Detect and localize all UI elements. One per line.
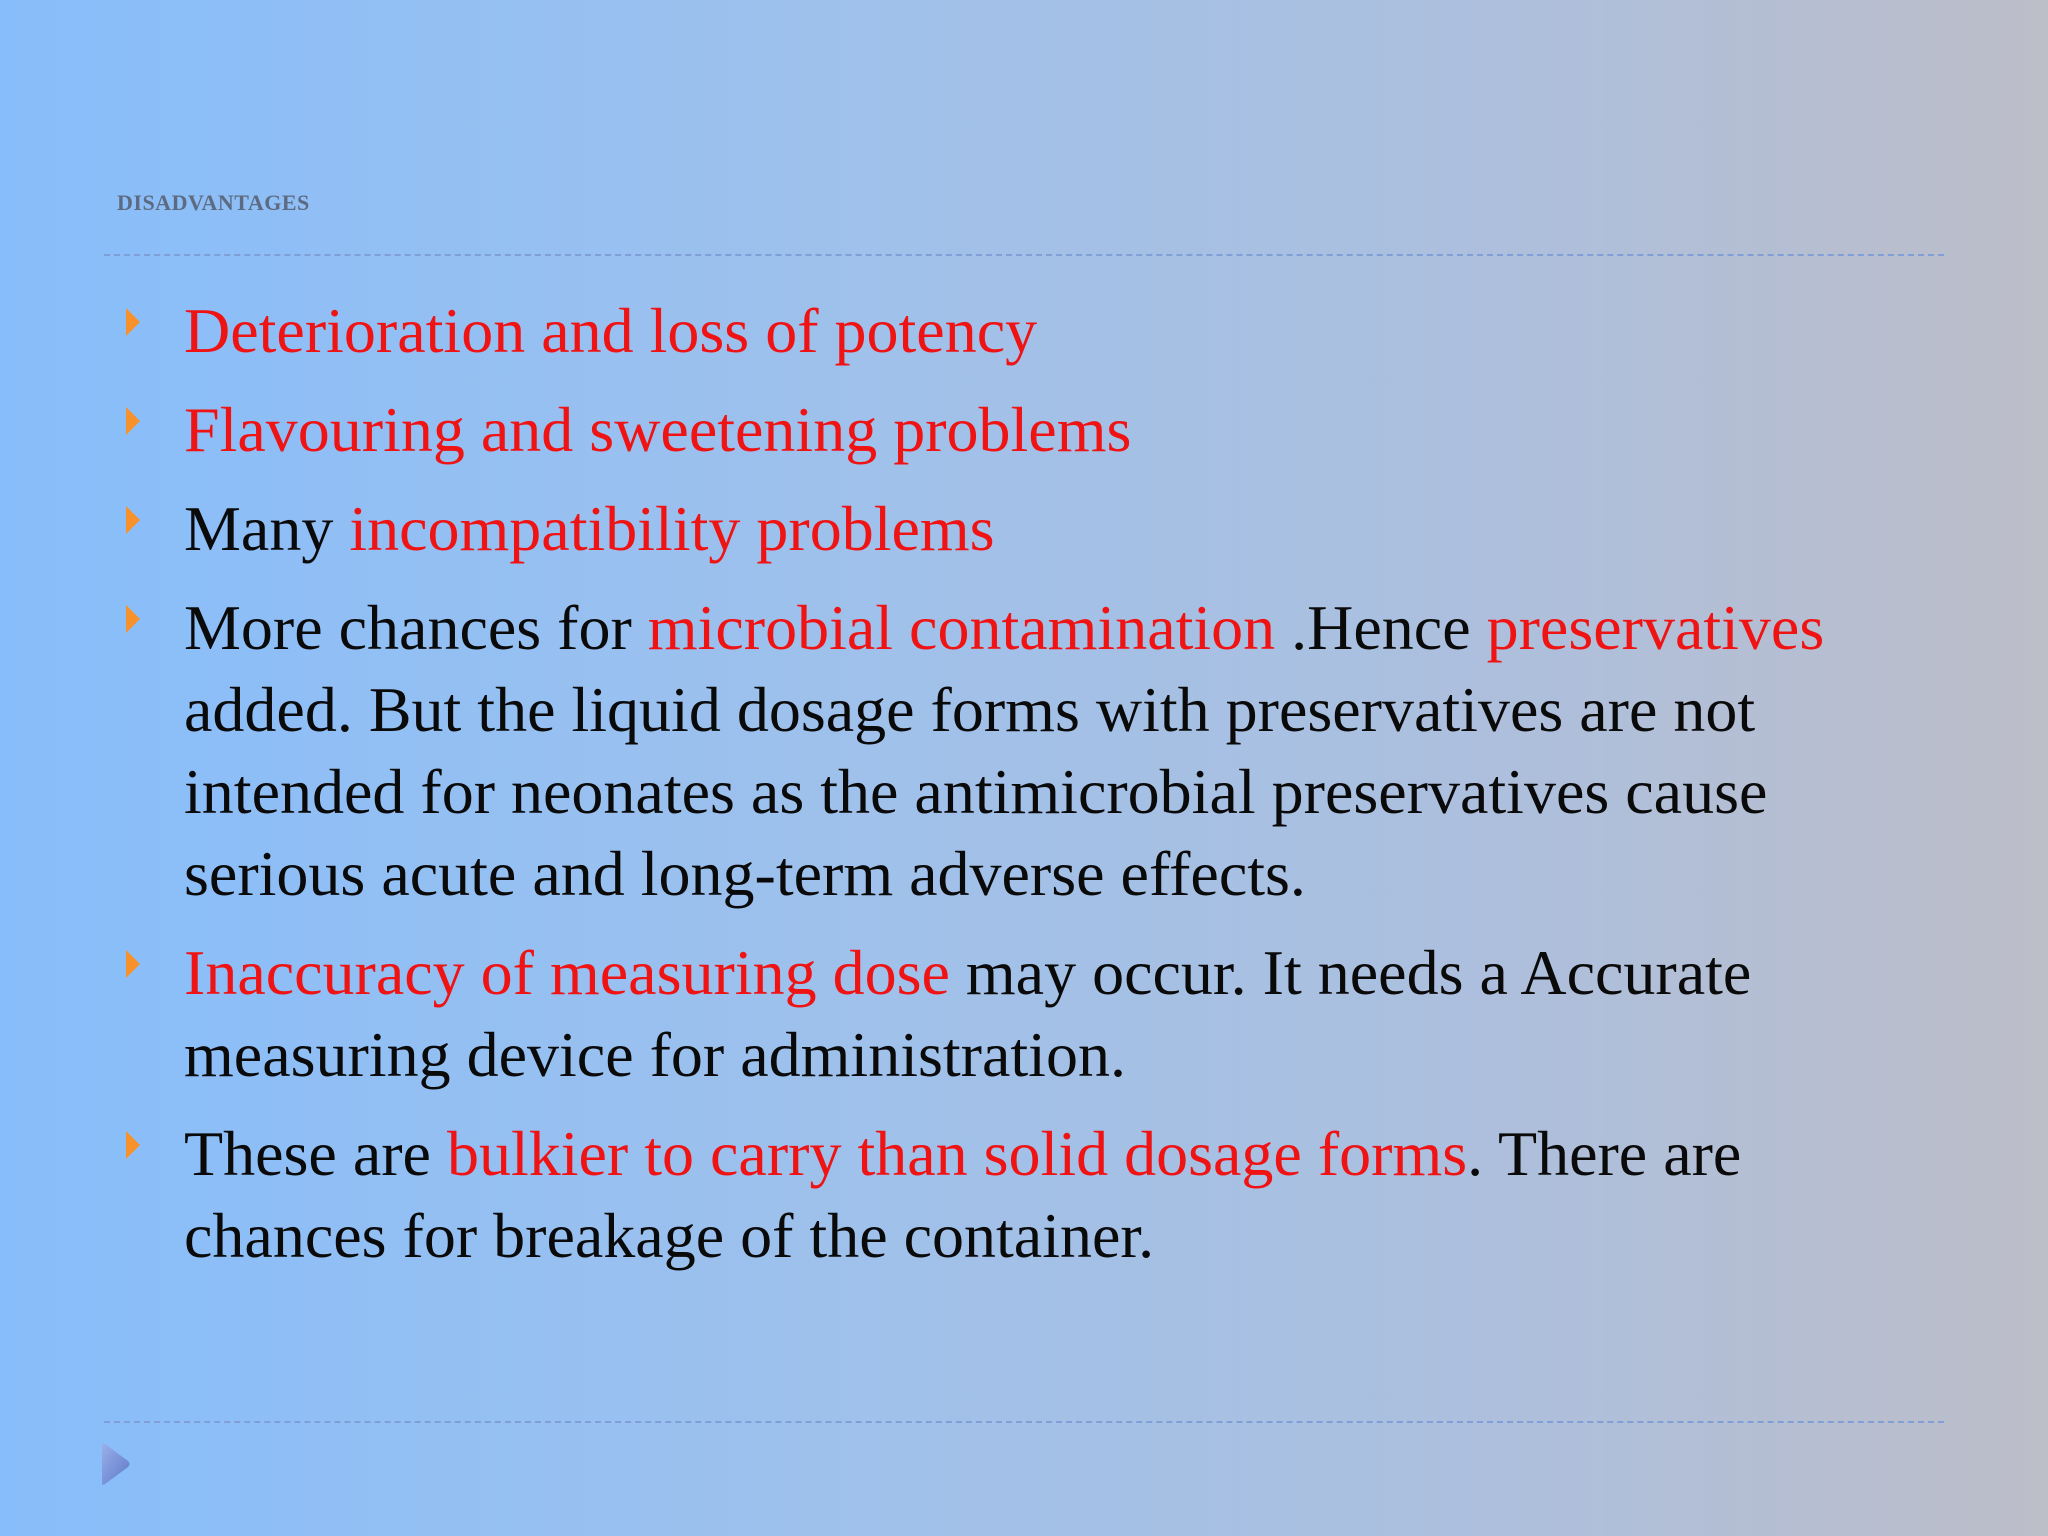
top-divider	[104, 254, 1944, 256]
bullet-text: . There are chances for breakage of the container.	[184, 1118, 1742, 1271]
orange-triangle-bullet-icon	[126, 308, 140, 336]
bullet-item	[126, 1113, 1926, 1277]
bullet-item	[126, 587, 1926, 915]
next-slide-arrow-icon[interactable]	[98, 1441, 132, 1487]
bullet-text: More chances for	[184, 592, 648, 663]
highlighted-text: incompatibility problems	[349, 493, 995, 564]
bottom-divider	[104, 1421, 1944, 1423]
orange-triangle-bullet-icon	[126, 950, 140, 978]
orange-triangle-bullet-icon	[126, 407, 140, 435]
slide-title: DISADVANTAGES	[117, 190, 310, 215]
bullet-text: .Hence	[1275, 592, 1487, 663]
highlighted-text: bulkier to carry than solid dosage forms	[446, 1118, 1468, 1189]
orange-triangle-bullet-icon	[126, 1131, 140, 1159]
highlighted-text: Flavouring and sweetening problems	[184, 394, 1132, 465]
bullet-list	[126, 290, 1926, 1294]
orange-triangle-bullet-icon	[126, 605, 140, 633]
highlighted-text: microbial contamination	[647, 592, 1276, 663]
bullet-text: may occur. It needs a Accurate measuring device for administration.	[184, 937, 1752, 1090]
bullet-item	[126, 932, 1926, 1096]
bullet-item	[126, 389, 1926, 471]
highlighted-text: Inaccuracy of measuring dose	[184, 937, 950, 1008]
highlighted-text: Deterioration and loss of potency	[184, 295, 1038, 366]
bullet-text: Many	[184, 493, 350, 564]
bullet-item	[126, 290, 1926, 372]
orange-triangle-bullet-icon	[126, 506, 140, 534]
bullet-item	[126, 488, 1926, 570]
bullet-text: These are	[184, 1118, 447, 1189]
bullet-text: added. But the liquid dosage forms with preservatives are not intended for neonates as the antimicrobial preservatives cause serious acute and long-term adverse effects.	[184, 674, 1768, 909]
highlighted-text: preservatives	[1486, 592, 1825, 663]
